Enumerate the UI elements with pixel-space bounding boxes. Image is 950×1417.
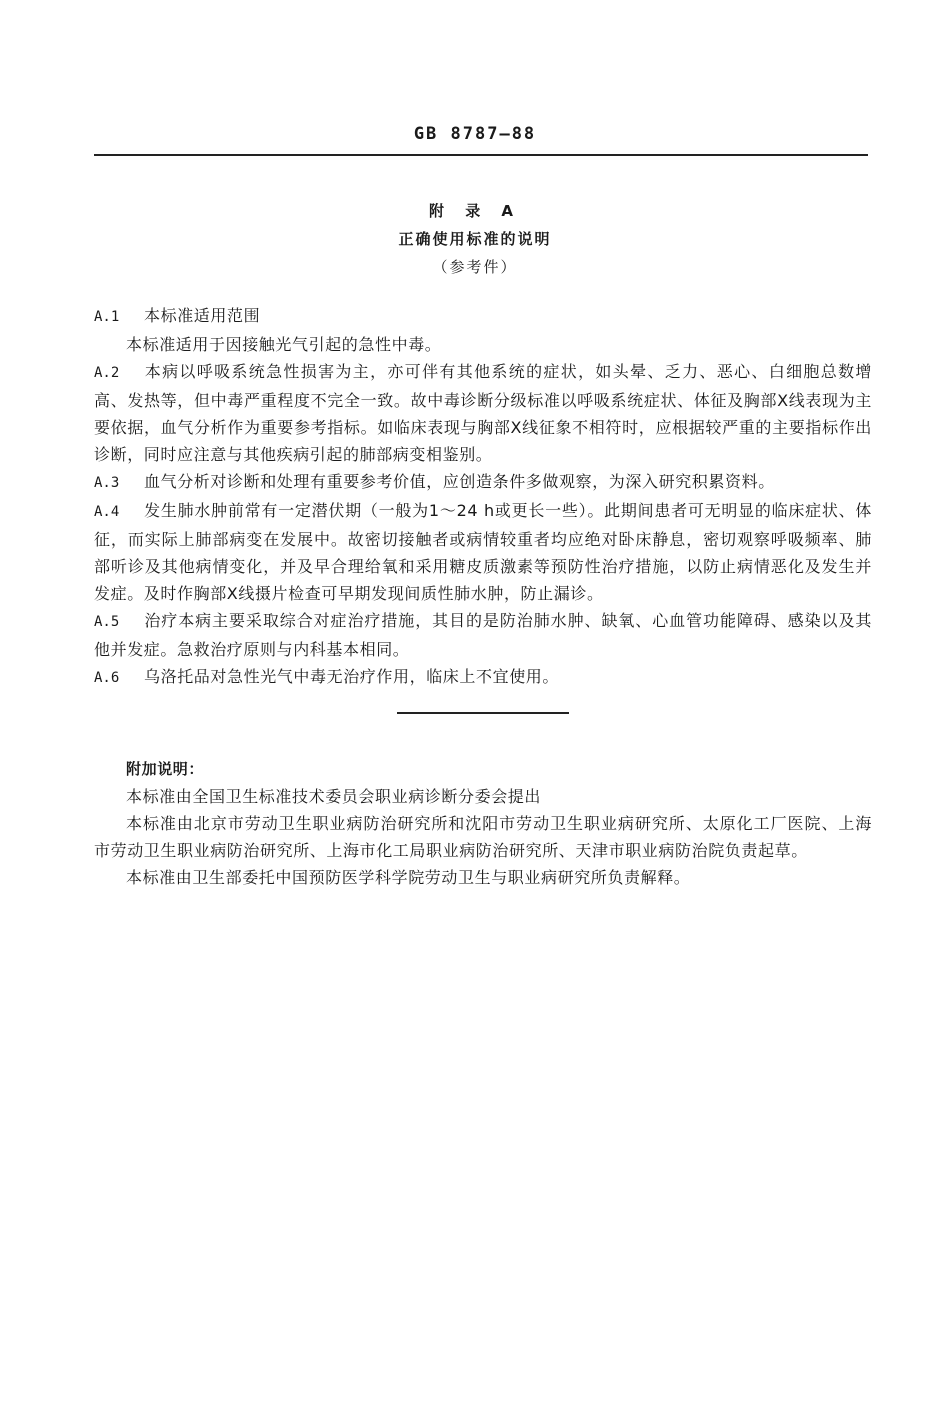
section-a6	[94, 663, 872, 692]
addendum	[94, 756, 872, 891]
section-a5	[94, 607, 872, 663]
appendix-subtitle: 正确使用标准的说明	[398, 230, 552, 248]
addendum-line: 本标准由全国卫生标准技术委员会职业病诊断分委会提出	[126, 787, 542, 806]
section-number: A.3	[94, 475, 120, 491]
section-title: 本标准适用范围	[144, 306, 261, 325]
section-a1-heading	[94, 302, 872, 331]
section-text: 乌洛托品对急性光气中毒无治疗作用，临床上不宜使用。	[144, 667, 560, 686]
section-number: A.1	[94, 309, 120, 325]
section-number: A.4	[94, 504, 120, 520]
addendum-line: 本标准由卫生部委托中国预防医学科学院劳动卫生与职业病研究所负责解释。	[126, 868, 691, 887]
section-number: A.2	[94, 365, 120, 381]
header-divider	[94, 154, 868, 156]
addendum-line: 本标准由北京市劳动卫生职业病防治研究所和沈阳市劳动卫生职业病研究所、太原化工厂医院、上海市劳动卫生职业病防治研究所、上海市化工局职业病防治研究所、天津市职业病防治院负责起草。	[94, 814, 872, 860]
appendix-body	[94, 302, 872, 692]
end-divider	[397, 712, 569, 714]
appendix-note: （参考件）	[432, 258, 518, 276]
appendix-title: 附 录 A	[428, 202, 522, 220]
section-number: A.6	[94, 670, 120, 686]
section-text: 发生肺水肿前常有一定潜伏期（一般为1～24 h或更长一些）。此期间患者可无明显的临床症状、体征，而实际上肺部病变在发展中。故密切接触者或病情较重者均应绝对卧床静息，密切观察呼吸频率、肺部听诊及其他病情变化，并及早合理给氧和采用糖皮质激素等预防性治疗措施，以防止病情恶化及发生并发症。及时作胸部X线摄片检查可早期发现间质性肺水肿，防止漏诊。	[94, 501, 872, 603]
section-text: 本病以呼吸系统急性损害为主，亦可伴有其他系统的症状，如头晕、乏力、恶心、白细胞总数增高、发热等，但中毒严重程度不完全一致。故中毒诊断分级标准以呼吸系统症状、体征及胸部X线表现为主要依据，血气分析作为重要参考指标。如临床表现与胸部X线征象不相符时，应根据较严重的主要指标作出诊断，同时应注意与其他疾病引起的肺部病变相鉴别。	[94, 362, 872, 464]
section-text: 治疗本病主要采取综合对症治疗措施，其目的是防治肺水肿、缺氧、心血管功能障碍、感染以及其他并发症。急救治疗原则与内科基本相同。	[94, 611, 872, 659]
addendum-heading: 附加说明：	[126, 760, 205, 778]
section-number: A.5	[94, 614, 120, 630]
section-a4	[94, 497, 872, 607]
section-text: 血气分析对诊断和处理有重要参考价值，应创造条件多做观察，为深入研究积累资料。	[144, 472, 775, 491]
section-a3	[94, 468, 872, 497]
section-a2	[94, 358, 872, 468]
standard-code: GB 8787—88	[413, 124, 537, 144]
section-a1-body: 本标准适用于因接触光气引起的急性中毒。	[126, 335, 442, 354]
